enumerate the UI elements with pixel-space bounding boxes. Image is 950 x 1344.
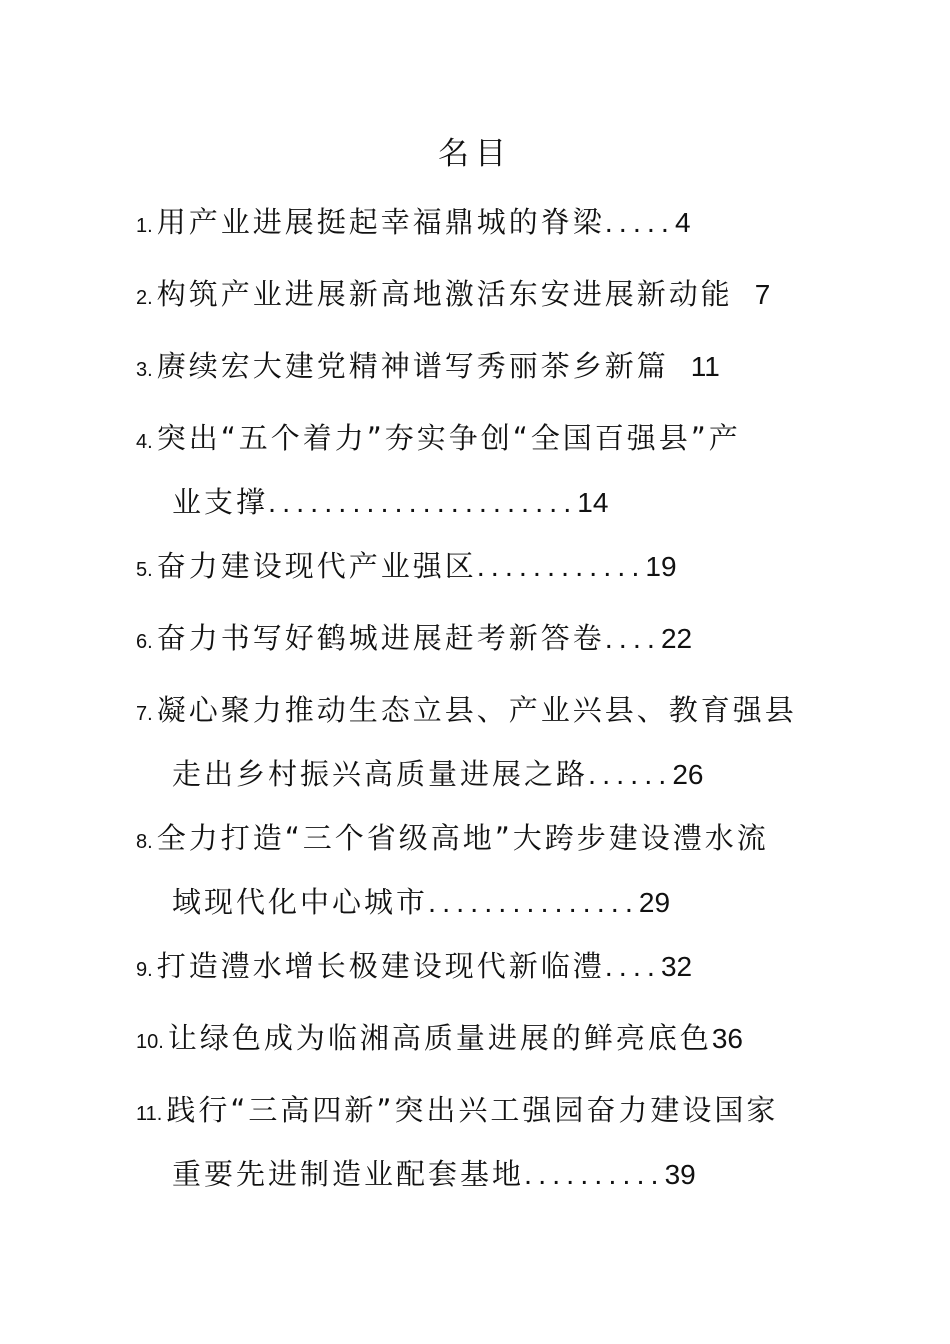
toc-entry-5[interactable] — [136, 534, 866, 598]
entry-leader-dots: .... — [604, 951, 661, 983]
entry-leader-dots: ............ — [476, 551, 646, 583]
entry-number: 1. — [136, 215, 153, 237]
entry-title: 全力打造“三个省级高地”大跨步建设澧水流 — [156, 821, 769, 855]
toc-entry-3[interactable] — [136, 334, 866, 398]
entry-leader-dots: .......... — [524, 1159, 665, 1191]
entry-leader-dots: .... — [604, 623, 661, 655]
entry-title-continued: 域现代化中心城市 — [172, 885, 429, 919]
entry-title-continued: 重要先进制造业配套基地 — [172, 1157, 525, 1191]
entry-title: 赓续宏大建党精神谱写秀丽茶乡新篇 — [156, 349, 669, 383]
entry-title: 奋力建设现代产业强区 — [156, 549, 477, 583]
entry-number: 9. — [136, 959, 153, 981]
entry-number: 11. — [136, 1103, 163, 1125]
entry-page-number: 11 — [690, 351, 720, 382]
entry-page-number: 26 — [672, 759, 704, 790]
entry-page-number: 19 — [645, 551, 677, 582]
entry-leader-dots: ..... — [604, 207, 675, 239]
entry-page-number: 29 — [638, 887, 671, 918]
entry-number: 5. — [136, 559, 153, 581]
entry-leader-dots: ...................... — [268, 487, 578, 519]
toc-entry-7[interactable] — [136, 678, 866, 806]
toc-entry-10[interactable] — [136, 1006, 866, 1070]
entry-page-number: 39 — [664, 1159, 696, 1190]
entry-title: 突出“五个着力”夯实争创“全国百强县”产 — [156, 421, 741, 455]
entry-page-number: 22 — [660, 623, 693, 654]
entry-number: 8. — [136, 831, 153, 853]
entry-title: 凝心聚力推动生态立县、产业兴县、教育强县 — [156, 693, 797, 727]
entry-title: 让绿色成为临湘高质量进展的鲜亮底色 — [167, 1021, 712, 1055]
entry-title: 构筑产业进展新高地激活东安进展新动能 — [156, 277, 733, 311]
entry-number: 6. — [136, 631, 153, 653]
entry-number: 3. — [136, 359, 153, 381]
entry-number: 7. — [136, 703, 153, 725]
entry-leader-dots: ...... — [588, 759, 673, 791]
toc-entry-11[interactable] — [136, 1078, 866, 1206]
toc-entry-6[interactable] — [136, 606, 866, 670]
entry-page-number: 7 — [754, 279, 771, 310]
entry-title: 奋力书写好鹤城进展赶考新答卷 — [156, 621, 605, 655]
toc-entry-2[interactable] — [136, 262, 866, 326]
entry-number: 2. — [136, 287, 153, 309]
entry-leader-dots: ............... — [428, 887, 639, 919]
entry-page-number: 4 — [675, 207, 691, 238]
entry-page-number: 36 — [711, 1023, 743, 1054]
toc-entry-8[interactable] — [136, 806, 866, 934]
toc-entry-4[interactable] — [136, 406, 866, 534]
entry-title: 打造澧水增长极建设现代新临澧 — [156, 949, 605, 983]
entry-title-continued: 业支撑 — [172, 485, 269, 519]
entry-page-number: 14 — [577, 487, 609, 518]
entry-page-number: 32 — [660, 951, 693, 982]
toc-entry-1[interactable] — [136, 190, 866, 254]
toc-entry-9[interactable] — [136, 934, 866, 998]
entry-title-continued: 走出乡村振兴高质量进展之路 — [172, 757, 589, 791]
entry-number: 4. — [136, 431, 153, 453]
entry-title: 践行“三高四新”突出兴工强园奋力建设国家 — [166, 1093, 779, 1127]
entry-number: 10. — [136, 1031, 164, 1053]
entry-title: 用产业进展挺起幸福鼎城的脊梁 — [156, 205, 605, 239]
toc-title: 名目 — [438, 136, 512, 172]
